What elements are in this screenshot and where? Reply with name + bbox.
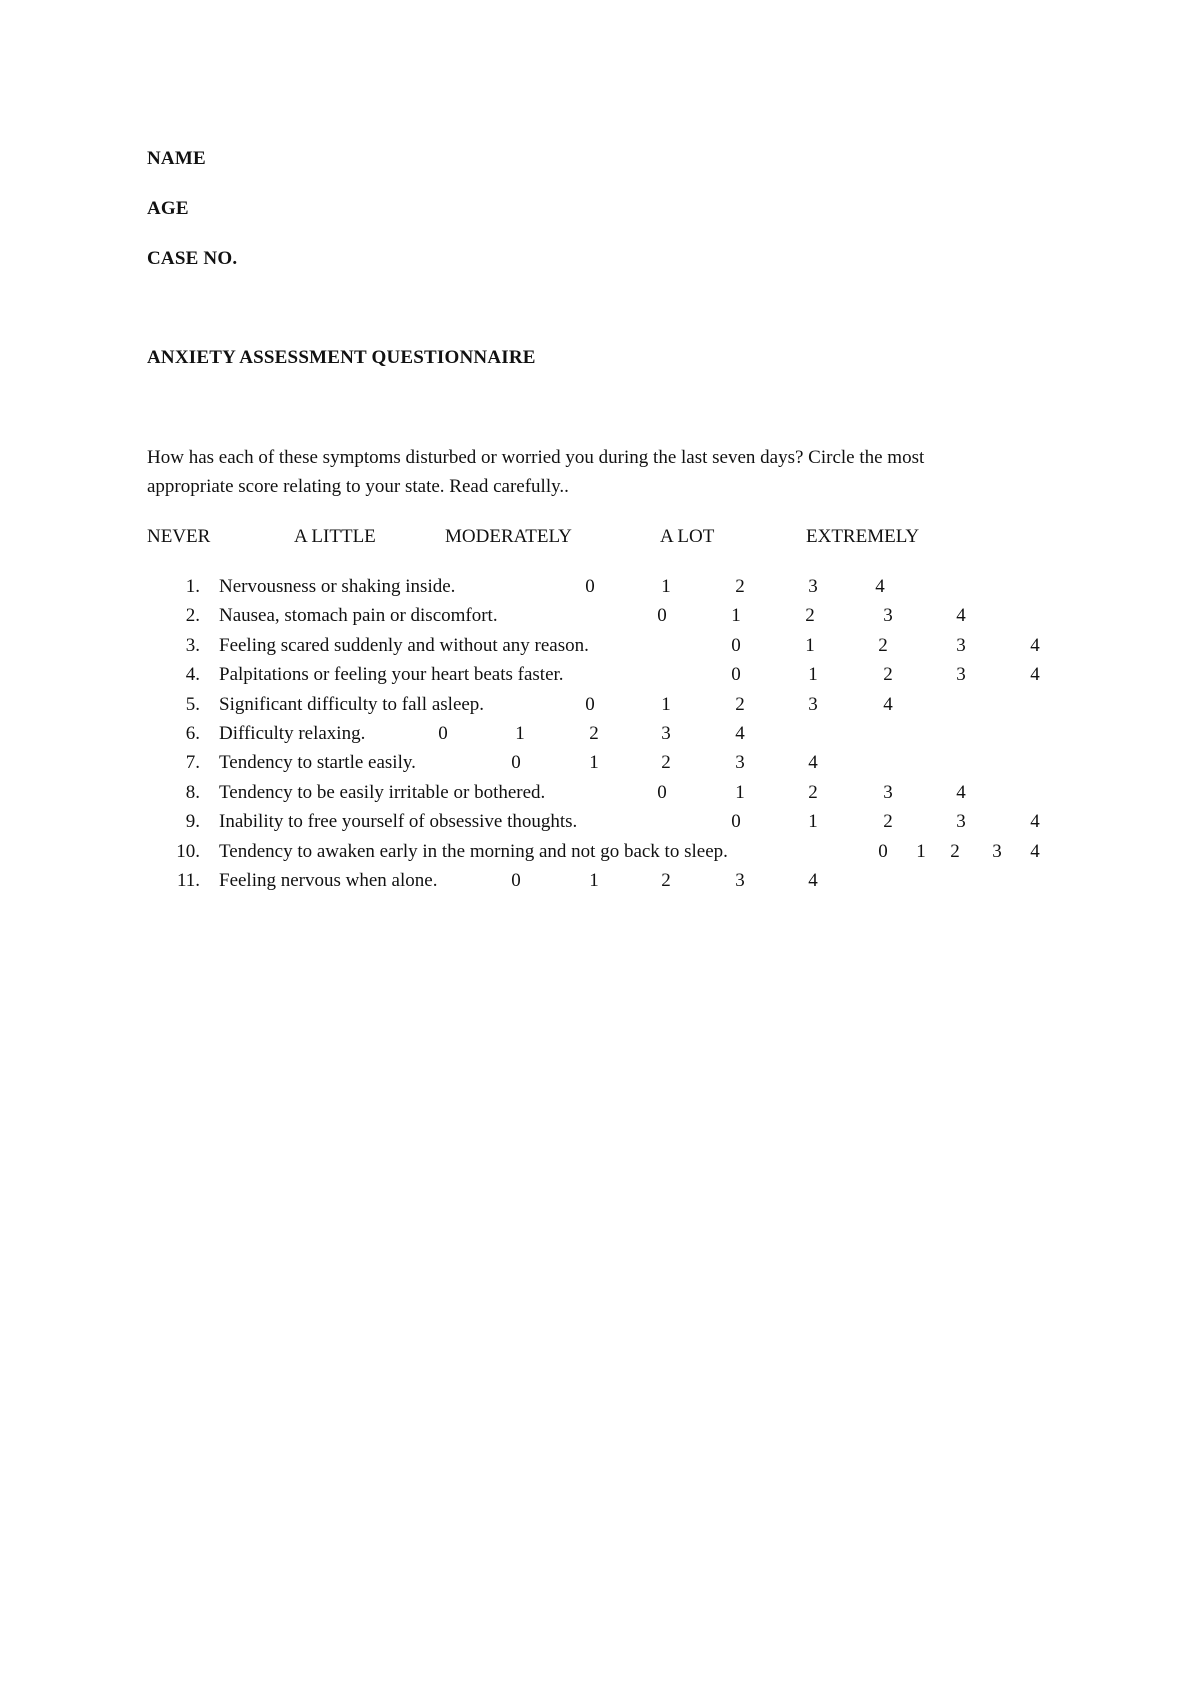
score-option-3[interactable]: 3 xyxy=(883,782,893,803)
item-number: 2. xyxy=(185,605,200,626)
score-option-0[interactable]: 0 xyxy=(878,841,888,862)
score-option-2[interactable]: 2 xyxy=(735,694,745,715)
score-option-4[interactable]: 4 xyxy=(883,694,893,715)
item-text: Difficulty relaxing. xyxy=(219,723,366,744)
score-option-0[interactable]: 0 xyxy=(731,811,741,832)
score-option-3[interactable]: 3 xyxy=(992,841,1002,862)
item-number: 11. xyxy=(176,870,200,891)
score-option-3[interactable]: 3 xyxy=(956,811,966,832)
scale-a-lot: A LOT xyxy=(660,526,715,547)
score-option-1[interactable]: 1 xyxy=(661,694,671,715)
score-option-4[interactable]: 4 xyxy=(735,723,745,744)
score-option-0[interactable]: 0 xyxy=(731,635,741,656)
scale-never: NEVER xyxy=(147,526,211,547)
item-number: 5. xyxy=(185,694,200,715)
score-option-0[interactable]: 0 xyxy=(585,576,595,597)
score-option-4[interactable]: 4 xyxy=(956,605,966,626)
score-option-1[interactable]: 1 xyxy=(515,723,525,744)
score-option-1[interactable]: 1 xyxy=(589,752,599,773)
item-number: 1. xyxy=(185,576,200,597)
age-label: AGE xyxy=(147,198,189,219)
instructions-line-2: appropriate score relating to your state. Read carefully.. xyxy=(147,476,569,497)
score-option-3[interactable]: 3 xyxy=(735,752,745,773)
score-option-1[interactable]: 1 xyxy=(661,576,671,597)
score-option-4[interactable]: 4 xyxy=(808,752,818,773)
score-option-2[interactable]: 2 xyxy=(808,782,818,803)
item-text: Tendency to startle easily. xyxy=(219,752,416,773)
score-option-1[interactable]: 1 xyxy=(808,811,818,832)
scale-a-little: A LITTLE xyxy=(294,526,376,547)
score-option-4[interactable]: 4 xyxy=(875,576,885,597)
score-option-1[interactable]: 1 xyxy=(589,870,599,891)
item-number: 4. xyxy=(185,664,200,685)
score-option-0[interactable]: 0 xyxy=(657,782,667,803)
score-option-3[interactable]: 3 xyxy=(661,723,671,744)
item-number: 6. xyxy=(185,723,200,744)
item-text: Significant difficulty to fall asleep. xyxy=(219,694,485,715)
score-option-2[interactable]: 2 xyxy=(805,605,815,626)
score-option-2[interactable]: 2 xyxy=(661,870,671,891)
score-option-0[interactable]: 0 xyxy=(657,605,667,626)
score-option-0[interactable]: 0 xyxy=(438,723,448,744)
score-option-0[interactable]: 0 xyxy=(731,664,741,685)
score-option-1[interactable]: 1 xyxy=(731,605,741,626)
score-option-2[interactable]: 2 xyxy=(878,635,888,656)
item-text: Palpitations or feeling your heart beats faster. xyxy=(219,664,564,685)
score-option-1[interactable]: 1 xyxy=(735,782,745,803)
score-option-2[interactable]: 2 xyxy=(883,811,893,832)
score-option-3[interactable]: 3 xyxy=(956,664,966,685)
score-option-0[interactable]: 0 xyxy=(511,752,521,773)
instructions-line-1: How has each of these symptoms disturbed or worried you during the last seven days? Circle the most xyxy=(147,447,925,468)
item-text: Tendency to awaken early in the morning and not go back to sleep. xyxy=(219,841,728,862)
item-text: Feeling scared suddenly and without any reason. xyxy=(219,635,589,656)
item-text: Inability to free yourself of obsessive thoughts. xyxy=(219,811,578,832)
score-option-1[interactable]: 1 xyxy=(805,635,815,656)
score-option-4[interactable]: 4 xyxy=(1030,664,1040,685)
name-label: NAME xyxy=(147,148,206,169)
score-option-4[interactable]: 4 xyxy=(808,870,818,891)
score-option-3[interactable]: 3 xyxy=(956,635,966,656)
item-text: Nausea, stomach pain or discomfort. xyxy=(219,605,498,626)
score-option-3[interactable]: 3 xyxy=(735,870,745,891)
item-text: Tendency to be easily irritable or bothered. xyxy=(219,782,546,803)
score-option-3[interactable]: 3 xyxy=(808,694,818,715)
scale-extremely: EXTREMELY xyxy=(806,526,920,547)
score-option-1[interactable]: 1 xyxy=(808,664,818,685)
item-number: 3. xyxy=(185,635,200,656)
score-option-3[interactable]: 3 xyxy=(883,605,893,626)
score-option-0[interactable]: 0 xyxy=(585,694,595,715)
score-option-0[interactable]: 0 xyxy=(511,870,521,891)
item-number: 9. xyxy=(185,811,200,832)
score-option-4[interactable]: 4 xyxy=(1030,811,1040,832)
item-number: 8. xyxy=(185,782,200,803)
item-number: 7. xyxy=(185,752,200,773)
score-option-2[interactable]: 2 xyxy=(950,841,960,862)
item-text: Feeling nervous when alone. xyxy=(219,870,438,891)
score-option-4[interactable]: 4 xyxy=(956,782,966,803)
item-text: Nervousness or shaking inside. xyxy=(219,576,456,597)
score-option-2[interactable]: 2 xyxy=(883,664,893,685)
score-option-2[interactable]: 2 xyxy=(661,752,671,773)
case-number-label: CASE NO. xyxy=(147,248,238,269)
score-option-2[interactable]: 2 xyxy=(589,723,599,744)
score-option-4[interactable]: 4 xyxy=(1030,635,1040,656)
item-number: 10. xyxy=(176,841,200,862)
document-title: ANXIETY ASSESSMENT QUESTIONNAIRE xyxy=(147,347,536,368)
score-option-4[interactable]: 4 xyxy=(1030,841,1040,862)
score-option-3[interactable]: 3 xyxy=(808,576,818,597)
scale-moderately: MODERATELY xyxy=(445,526,572,547)
score-option-1[interactable]: 1 xyxy=(916,841,926,862)
score-option-2[interactable]: 2 xyxy=(735,576,745,597)
